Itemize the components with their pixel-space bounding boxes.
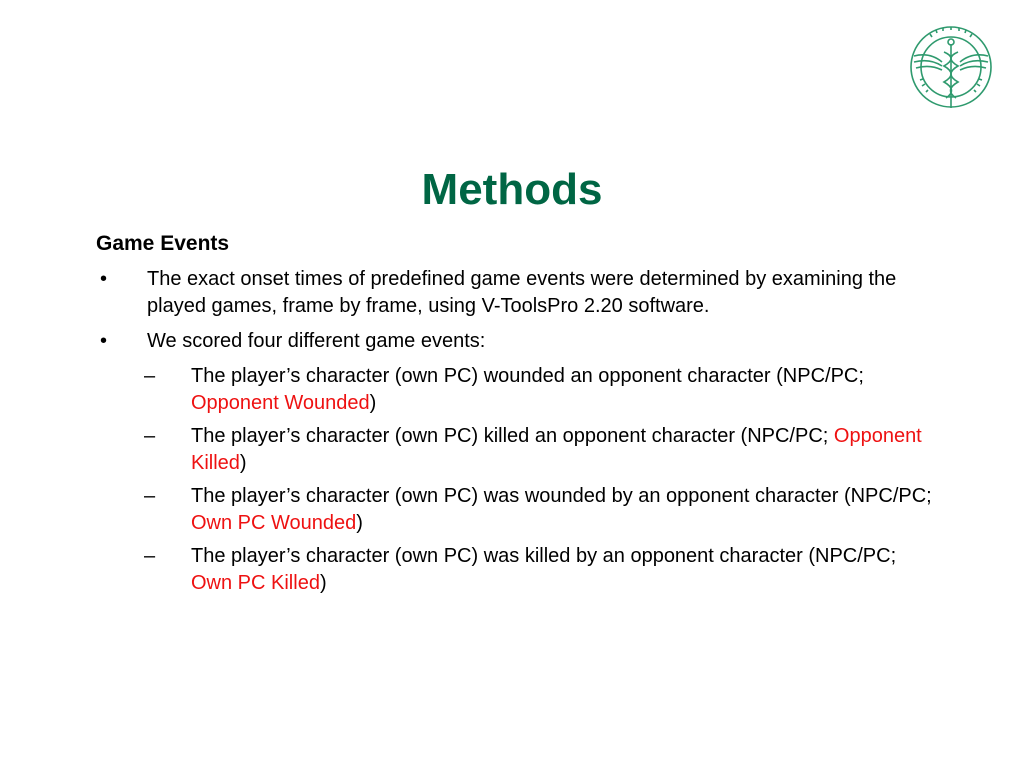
event-description: The player’s character (own PC) was wounded by an opponent character (NPC/PC; — [191, 485, 932, 507]
event-label: Own PC Killed — [191, 572, 320, 594]
event-label: Own PC Wounded — [191, 512, 357, 534]
bullet-marker: • — [100, 330, 108, 352]
event-label: Opponent Wounded — [191, 392, 370, 414]
event-description: The player’s character (own PC) killed an opponent character (NPC/PC; — [191, 425, 834, 447]
event-closing: ) — [356, 512, 363, 534]
bullet-text: We scored four different game events: — [147, 330, 486, 352]
event-closing: ) — [239, 452, 247, 474]
bullet-marker: • — [100, 268, 108, 290]
bullet-item — [96, 328, 936, 355]
university-seal-icon — [906, 22, 996, 112]
dash-marker: – — [144, 425, 156, 447]
event-description: The player’s character (own PC) was killed by an opponent character (NPC/PC; — [191, 545, 897, 567]
event-item — [96, 483, 936, 537]
dash-marker: – — [144, 365, 156, 387]
event-description: The player’s character (own PC) wounded an opponent character (NPC/PC; — [191, 365, 864, 387]
dash-marker: – — [144, 485, 156, 507]
bullet-text: The exact onset times of predefined game events were determined by examining the played games, frame by frame, using V-ToolsPro 2.20 software. — [147, 268, 897, 317]
event-item — [96, 363, 936, 417]
slide-title: Methods — [421, 165, 603, 214]
bullet-item — [96, 266, 936, 320]
event-label: Opponent Killed — [191, 425, 922, 474]
event-closing: ) — [369, 392, 377, 414]
event-closing: ) — [319, 572, 327, 594]
event-item — [96, 543, 936, 597]
slide-body — [96, 266, 936, 603]
dash-marker: – — [144, 545, 156, 567]
event-item — [96, 423, 936, 477]
section-heading: Game Events — [96, 232, 230, 255]
